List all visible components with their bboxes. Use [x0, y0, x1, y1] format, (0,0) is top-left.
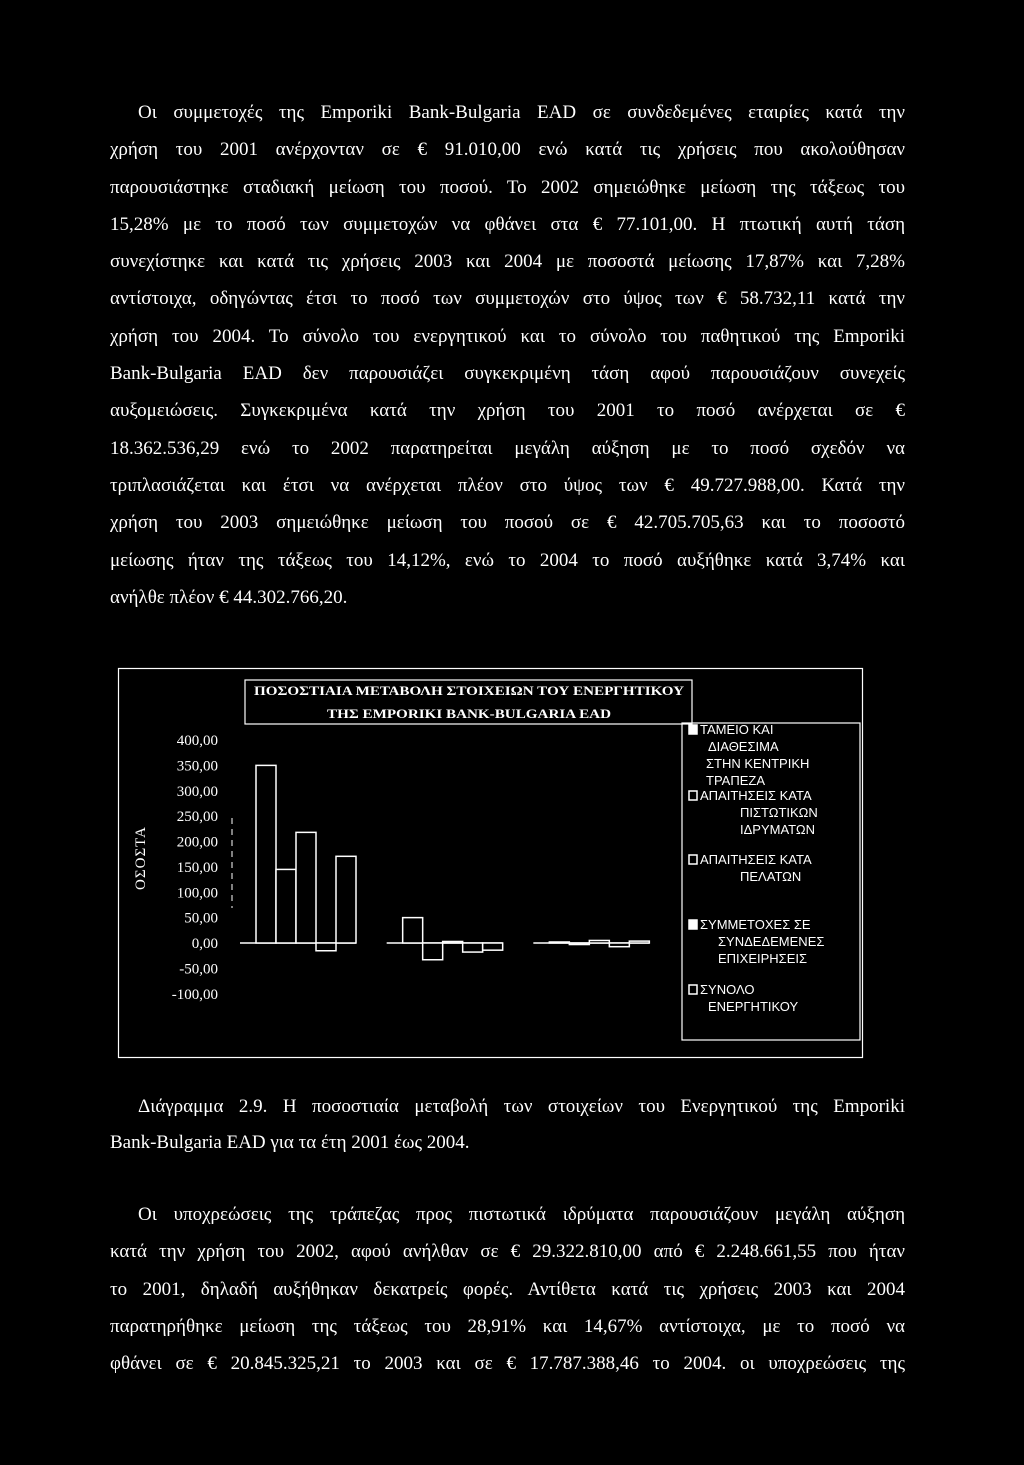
legend-marker: [689, 855, 697, 864]
y-tick-label: 400,00: [176, 733, 218, 749]
legend-label: ΤΡΑΠΕΖΑ: [706, 773, 765, 788]
text-line: 18.362.536,29 ενώ το 2002 παρατηρείται μεγάλη αύξηση με το ποσό σχεδόν να: [110, 437, 905, 459]
legend-label: ΕΝΕΡΓΗΤΙΚΟΥ: [708, 999, 799, 1014]
y-tick-label: 200,00: [176, 834, 218, 851]
bar-series-2-group-3: [569, 943, 589, 945]
text-line: χρήση του 2001 ανέρχονταν σε € 91.010,00 ενώ κατά τις χρήσεις που ακολούθησαν: [110, 139, 905, 161]
chart-title-line: ΤΗΣ EMPORIKI BANK-BULGARIA EAD: [327, 707, 611, 721]
text-line: αντίστοιχα, οδηγώντας έτσι το ποσό των συμμετοχών στο ύψος των € 58.732,11 κατά την: [110, 288, 905, 310]
text-line: το 2001, δηλαδή αυξήθηκαν δεκατρείς φορές. Αντίθετα κατά τις χρήσεις 2003 και 2004: [110, 1278, 905, 1300]
bar-series-1-group-1: [256, 765, 276, 943]
bar-series-3-group-3: [589, 940, 609, 943]
legend-label: ΑΠΑΙΤΗΣΕΙΣ ΚΑΤΑ: [700, 852, 812, 867]
legend-item-holdings: [689, 917, 824, 966]
bar-series-4-group-3: [609, 943, 629, 947]
text-line: 15,28% με το ποσό των συμμετοχών να φθάνει στα € 77.101,00. Η πτωτική αυτή τάση: [110, 213, 905, 235]
legend: [682, 722, 860, 1040]
text-line: τριπλασιάζεται και έτσι να ανέρχεται πλέον στο ύψος των € 49.727.988,00. Κατά την: [110, 474, 905, 496]
y-axis-label: ΟΣΟΣΤΑ: [133, 826, 149, 890]
bar-series-2-group-1: [276, 869, 296, 943]
bar-series-3-group-2: [443, 941, 463, 943]
text-line: αυξομειώσεις. Συγκεκριμένα κατά την χρήση του 2001 το ποσό ανέρχεται σε €: [110, 400, 905, 422]
legend-label: ΣΤΗΝ ΚΕΝΤΡΙΚΗ: [706, 756, 810, 771]
y-tick-label: 350,00: [176, 758, 218, 775]
bar-series-1-group-2: [403, 918, 423, 943]
text-line: Bank-Bulgaria EAD δεν παρουσιάζει συγκεκριμένη τάση αφού παρουσιάζουν συνεχείς: [110, 363, 905, 385]
legend-label: ΔΙΑΘΕΣΙΜΑ: [708, 739, 779, 754]
text-line: Οι υποχρεώσεις της τράπεζας προς πιστωτικά ιδρύματα παρουσιάζουν μεγάλη αύξηση: [138, 1204, 905, 1225]
text-line: μείωσης ήταν της τάξεως του 14,12%, ενώ το 2004 το ποσό αυξήθηκε κατά 3,74% και: [110, 549, 905, 571]
chart-title: [245, 680, 692, 724]
legend-item-customers: [689, 852, 812, 884]
y-tick-label: 300,00: [176, 783, 218, 800]
legend-label: ΠΙΣΤΩΤΙΚΩΝ: [740, 805, 818, 820]
bar-series-5-group-1: [336, 856, 356, 943]
legend-label: ΕΠΙΧΕΙΡΗΣΕΙΣ: [718, 951, 808, 966]
y-tick-label: -100,00: [171, 986, 218, 1003]
bar-series-1-group-3: [549, 942, 569, 943]
legend-marker: [689, 725, 697, 734]
legend-label: ΣΥΜΜΕΤΟΧΕΣ ΣΕ: [700, 917, 811, 932]
text-line: παρατηρήθηκε μείωση της τάξεως του 28,91% και 14,67% αντίστοιχα, με το ποσό να: [110, 1315, 905, 1337]
legend-label: ΙΔΡΥΜΑΤΩΝ: [740, 822, 815, 837]
y-tick-label: 150,00: [176, 859, 218, 876]
y-tick-label: 0,00: [191, 936, 218, 952]
text-line: φθάνει σε € 20.845.325,21 το 2003 και σε € 17.787.388,46 το 2004. οι υποχρεώσεις της: [110, 1353, 905, 1374]
legend-label: ΤΑΜΕΙΟ ΚΑΙ: [700, 722, 774, 737]
figure-caption: [110, 1089, 905, 1161]
legend-item-cash: [689, 722, 809, 788]
y-tick-label: 50,00: [184, 910, 218, 927]
paragraph-liabilities: [110, 1196, 905, 1382]
legend-marker: [689, 920, 697, 929]
chart-title-line: ΠΟΣΟΣΤΙΑΙΑ ΜΕΤΑΒΟΛΗ ΣΤΟΙΧΕΙΩΝ ΤΟΥ ΕΝΕΡΓΗΤΙΚΟΥ: [254, 684, 684, 698]
bar-series-4-group-1: [316, 943, 336, 951]
legend-marker: [689, 791, 697, 800]
paragraph-holdings: [110, 94, 905, 616]
legend-label: ΣΥΝΔΕΔΕΜΕΝΕΣ: [718, 934, 825, 949]
asset-change-chart: [118, 668, 863, 1058]
bar-series-5-group-2: [483, 943, 503, 950]
caption-line: Bank-Bulgaria EAD για τα έτη 2001 έως 2004.: [110, 1132, 470, 1153]
bar-series-4-group-2: [463, 943, 483, 952]
legend-label: ΑΠΑΙΤΗΣΕΙΣ ΚΑΤΑ: [700, 788, 812, 803]
bar-series-5-group-3: [629, 941, 649, 943]
caption-line: Διάγραμμα 2.9. Η ποσοστιαία μεταβολή των στοιχείων του Ενεργητικού της Emporiki: [138, 1096, 905, 1117]
legend-item-total-assets: [689, 982, 798, 1014]
text-line: χρήση του 2003 σημειώθηκε μείωση του ποσού σε € 42.705.705,63 και το ποσοστό: [110, 512, 905, 534]
text-line: ανήλθε πλέον € 44.302.766,20.: [110, 586, 348, 608]
text-line: κατά την χρήση του 2002, αφού ανήλθαν σε € 29.322.810,00 από € 2.248.661,55 που ήταν: [110, 1241, 905, 1263]
legend-item-credit-institutions: [689, 788, 818, 837]
text-line: συνεχίστηκε και κατά τις χρήσεις 2003 και 2004 με ποσοστά μείωσης 17,87% και 7,28%: [110, 251, 905, 273]
y-axis-ticks: [172, 733, 218, 1003]
legend-label: ΣΥΝΟΛΟ: [700, 982, 755, 997]
y-tick-label: 100,00: [176, 885, 218, 902]
legend-marker: [689, 985, 697, 994]
legend-label: ΠΕΛΑΤΩΝ: [740, 869, 802, 884]
bar-series-3-group-1: [296, 832, 316, 943]
text-line: χρήση του 2004. Το σύνολο του ενεργητικού και το σύνολο του παθητικού της Emporiki: [110, 325, 905, 347]
y-tick-label: -50,00: [179, 961, 218, 978]
text-line: Οι συμμετοχές της Emporiki Bank-Bulgaria EAD σε συνδεδεμένες εταιρίες κατά την: [138, 102, 905, 123]
bars: [240, 765, 649, 959]
y-tick-label: 250,00: [176, 809, 218, 826]
text-line: παρουσιάστηκε σταδιακή μείωση του ποσού. Το 2002 σημειώθηκε μείωση της τάξεως του: [110, 176, 905, 198]
bar-series-2-group-2: [423, 943, 443, 960]
